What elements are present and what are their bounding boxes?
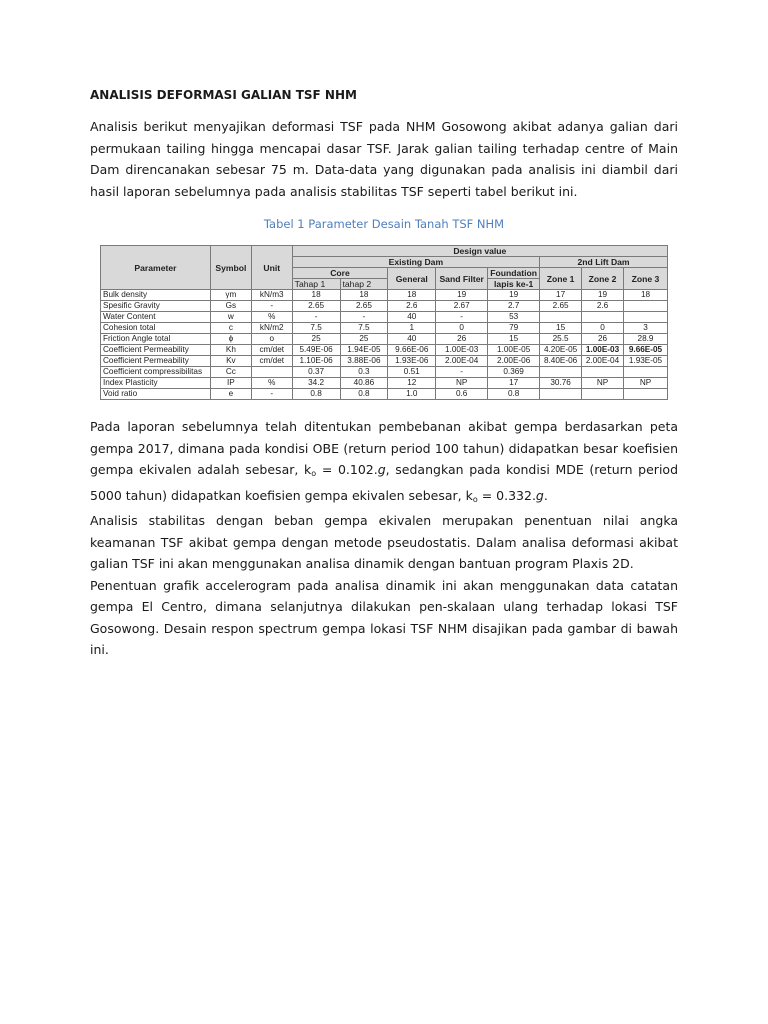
header-core: Core — [292, 268, 388, 279]
cell-unit: % — [251, 312, 292, 323]
cell-value: 2.6 — [582, 301, 624, 312]
cell-value: 30.76 — [540, 378, 582, 389]
cell-symbol: w — [210, 312, 251, 323]
table-caption: Tabel 1 Parameter Desain Tanah TSF NHM — [263, 217, 505, 231]
table-row — [101, 389, 668, 400]
cell-symbol: Gs — [210, 301, 251, 312]
cell-symbol: e — [210, 389, 251, 400]
cell-value: 17 — [540, 290, 582, 301]
cell-value: 1.00E-03 — [582, 345, 624, 356]
cell-value: 0 — [582, 323, 624, 334]
cell-value — [582, 367, 624, 378]
cell-value: 18 — [292, 290, 340, 301]
header-parameter: Parameter — [101, 246, 211, 290]
table-row — [101, 378, 668, 389]
cell-value: 0.3 — [340, 367, 388, 378]
header-general: General — [388, 268, 436, 290]
cell-value: 0.37 — [292, 367, 340, 378]
parameter-table — [100, 245, 668, 400]
cell-symbol: ϕ — [210, 334, 251, 345]
cell-value: 3.88E-06 — [340, 356, 388, 367]
header-zone-3: Zone 3 — [624, 268, 668, 290]
cell-value: 2.65 — [540, 301, 582, 312]
table-row — [101, 367, 668, 378]
header-tahap-2: tahap 2 — [340, 279, 388, 290]
cell-value: 17 — [488, 378, 540, 389]
cell-value: 1.0 — [388, 389, 436, 400]
cell-value: 34.2 — [292, 378, 340, 389]
cell-unit: kN/m2 — [251, 323, 292, 334]
cell-unit: kN/m3 — [251, 290, 292, 301]
table-row — [101, 290, 668, 301]
cell-symbol: Cc — [210, 367, 251, 378]
cell-value: 1.93E-06 — [388, 356, 436, 367]
cell-symbol: Kv — [210, 356, 251, 367]
header-tahap-1: Tahap 1 — [292, 279, 340, 290]
cell-param: Coefficient Permeability — [101, 356, 211, 367]
seismic-text-b: = 0.102. — [316, 462, 378, 477]
cell-symbol: γm — [210, 290, 251, 301]
cell-value: 12 — [388, 378, 436, 389]
cell-value: 1.94E-05 — [340, 345, 388, 356]
cell-value: 19 — [436, 290, 488, 301]
header-zone-1: Zone 1 — [540, 268, 582, 290]
cell-value: 0.369 — [488, 367, 540, 378]
cell-unit: cm/det — [251, 345, 292, 356]
cell-param: Bulk density — [101, 290, 211, 301]
cell-param: Coefficient Permeability — [101, 345, 211, 356]
g-symbol-1: g — [377, 462, 386, 477]
cell-value: 53 — [488, 312, 540, 323]
cell-unit: - — [251, 301, 292, 312]
cell-value: 7.5 — [340, 323, 388, 334]
cell-value: 0.51 — [388, 367, 436, 378]
cell-value: 19 — [582, 290, 624, 301]
header-unit: Unit — [251, 246, 292, 290]
cell-param: Index Plasticity — [101, 378, 211, 389]
cell-symbol: c — [210, 323, 251, 334]
cell-value: 2.6 — [388, 301, 436, 312]
cell-value: NP — [436, 378, 488, 389]
seismic-paragraph — [90, 416, 678, 510]
cell-value: 0.8 — [340, 389, 388, 400]
cell-value: 2.65 — [292, 301, 340, 312]
stability-paragraph: Analisis stabilitas dengan beban gempa ekivalen merupakan penentuan nilai angka keamanan TSF akibat gempa dengan metode pseudostatis. Dalam analisa deformasi akibat galian TSF ini akan menggunakan analisa dinamik dengan bantuan program Plaxis 2D. — [90, 513, 678, 571]
cell-param: Cohesion total — [101, 323, 211, 334]
cell-param: Friction Angle total — [101, 334, 211, 345]
cell-value: 28.9 — [624, 334, 668, 345]
table-row — [101, 312, 668, 323]
cell-value — [624, 312, 668, 323]
seismic-text-e: . — [543, 487, 548, 503]
cell-value: 8.40E-06 — [540, 356, 582, 367]
cell-symbol: IP — [210, 378, 251, 389]
cell-param: Void ratio — [101, 389, 211, 400]
cell-value: - — [340, 312, 388, 323]
header-design-value: Design value — [292, 246, 667, 257]
seismic-text-d: = 0.332. — [477, 487, 536, 503]
cell-value: NP — [624, 378, 668, 389]
cell-unit: o — [251, 334, 292, 345]
cell-value: 26 — [582, 334, 624, 345]
seismic-text-a: Pada laporan sebelumnya telah ditentukan pembebanan akibat gempa berdasarkan peta gempa 2017, dimana pada kondisi OBE (return period 100 tahun) didapatkan besar koefisien gempa ekivalen adalah sebesar, k — [90, 419, 678, 477]
cell-value: 25 — [340, 334, 388, 345]
cell-value: - — [436, 312, 488, 323]
cell-value: 15 — [540, 323, 582, 334]
cell-value: 1.93E-05 — [624, 356, 668, 367]
cell-value: 1 — [388, 323, 436, 334]
k-subscript-2: o — [472, 494, 478, 504]
cell-value: 2.7 — [488, 301, 540, 312]
cell-value: 2.65 — [340, 301, 388, 312]
cell-value: - — [436, 367, 488, 378]
cell-value — [582, 389, 624, 400]
accelerogram-paragraph: Penentuan grafik accelerogram pada analisa dinamik ini akan menggunakan data catatan gempa El Centro, dimana selanjutnya dilakukan pen-skalaan ulang terhadap lokasi TSF Gosowong. Desain respon spectrum gempa lokasi TSF NHM disajikan pada gambar di bawah ini. — [90, 577, 678, 657]
table-row — [101, 334, 668, 345]
header-lapis: lapis ke-1 — [488, 279, 540, 290]
cell-value: 40 — [388, 312, 436, 323]
cell-value: - — [292, 312, 340, 323]
cell-value: 1.10E-06 — [292, 356, 340, 367]
table-row — [101, 345, 668, 356]
header-sand-filter: Sand Filter — [436, 268, 488, 290]
cell-unit — [251, 367, 292, 378]
cell-value: 1.00E-03 — [436, 345, 488, 356]
cell-value: 9.66E-05 — [624, 345, 668, 356]
table-row — [101, 323, 668, 334]
cell-value: NP — [582, 378, 624, 389]
header-2nd-lift-dam: 2nd Lift Dam — [540, 257, 668, 268]
header-symbol: Symbol — [210, 246, 251, 290]
cell-value: 0.8 — [488, 389, 540, 400]
cell-value: 26 — [436, 334, 488, 345]
cell-value: 40 — [388, 334, 436, 345]
header-zone-2: Zone 2 — [582, 268, 624, 290]
cell-value: 19 — [488, 290, 540, 301]
cell-value: 18 — [624, 290, 668, 301]
cell-value: 15 — [488, 334, 540, 345]
cell-value — [624, 389, 668, 400]
cell-value: 40.86 — [340, 378, 388, 389]
cell-value: 0 — [436, 323, 488, 334]
cell-param: Coefficient compressibilitas — [101, 367, 211, 378]
cell-unit: - — [251, 389, 292, 400]
seismic-text-c: , sedangkan pada kondisi MDE (return period 5000 tahun) didapatkan koefisien gempa ekivalen sebesar, k — [90, 462, 679, 503]
cell-value: 7.5 — [292, 323, 340, 334]
cell-value: 2.00E-06 — [488, 356, 540, 367]
table-row — [101, 301, 668, 312]
cell-value: 1.00E-05 — [488, 345, 540, 356]
cell-value — [624, 367, 668, 378]
cell-value: 0.6 — [436, 389, 488, 400]
cell-value: 79 — [488, 323, 540, 334]
document-heading: ANALISIS DEFORMASI GALIAN TSF NHM — [90, 88, 357, 102]
document-page — [90, 88, 678, 661]
intro-paragraph: Analisis berikut menyajikan deformasi TSF pada NHM Gosowong akibat adanya galian dari permukaan tailing hingga mencapai dasar TSF. Jarak galian tailing terhadap centre of Main Dam direncanakan sebesar 75 m. Data-data yang digunakan pada analisis ini diambil dari hasil laporan sebelumnya pada analisis stabilitas TSF seperti tabel berikut ini. — [90, 119, 678, 199]
cell-value: 4.20E-05 — [540, 345, 582, 356]
cell-value — [540, 367, 582, 378]
cell-param: Water Content — [101, 312, 211, 323]
cell-value: 9.66E-06 — [388, 345, 436, 356]
k-subscript-1: o — [311, 469, 317, 478]
header-foundation: Foundation — [488, 268, 540, 279]
cell-value: 2.67 — [436, 301, 488, 312]
table-row — [101, 356, 668, 367]
cell-value: 18 — [388, 290, 436, 301]
cell-value: 18 — [340, 290, 388, 301]
cell-value: 2.00E-04 — [582, 356, 624, 367]
cell-value: 2.00E-04 — [436, 356, 488, 367]
cell-value: 25.5 — [540, 334, 582, 345]
table-body — [101, 290, 668, 400]
cell-unit: cm/det — [251, 356, 292, 367]
cell-param: Spesific Gravity — [101, 301, 211, 312]
cell-value: 25 — [292, 334, 340, 345]
cell-value — [624, 301, 668, 312]
cell-value: 3 — [624, 323, 668, 334]
cell-value — [540, 389, 582, 400]
g-symbol-2: g — [535, 487, 544, 503]
cell-unit: % — [251, 378, 292, 389]
header-existing-dam: Existing Dam — [292, 257, 539, 268]
cell-value: 0.8 — [292, 389, 340, 400]
cell-value — [540, 312, 582, 323]
cell-value — [582, 312, 624, 323]
cell-symbol: Kh — [210, 345, 251, 356]
cell-value: 5.49E-06 — [292, 345, 340, 356]
